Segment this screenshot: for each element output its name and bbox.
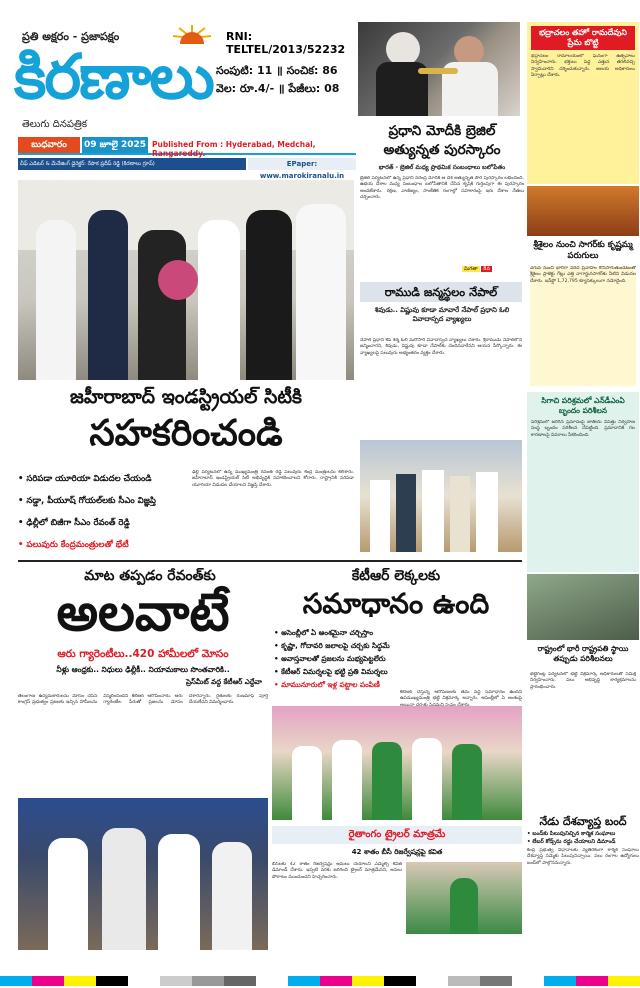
bhatti-kicker: కేటీఆర్ లెక్కలకు [351,568,441,584]
kavitha-headline-box [272,826,522,844]
modi-body: బ్రెజిల్ పర్యటనలో ఉన్న ప్రధాని నరేంద్ర మోదీకి ఆ దేశ అత్యున్నత పౌర పురస్కారం లభించింది. ఉభయ దేశాల మధ్య సంబంధాల బలోపేతానికి చేసిన కృషికి గుర్తింపుగా ఈ పురస్కారం అందజేశారు. రక్షణ, వాణిజ్యం, సాంకేతిక రంగాల్లో సహకారంపై ఇరు దేశాల నేతలు చర్చించారు. [360,176,524,200]
modi-headline-1: ప్రధాని మోదీకి బ్రెజిల్ [388,123,496,139]
masthead: ప్రతి అక్షరం - ప్రజాపక్షం కిరణాలు తెలుగు దినపత్రిక RNI: TELTEL/2013/52232 సంపుటి: 11 ॥ సంచిక: 86 వెల: రూ.4/- ॥ పేజీలు: 08 బుధవారం 09 జూలై 2025 Published From : Hyderabad, Medchal, Rangareddy. చీఫ్ ఎడిటర్ & మేనేజింగ్ డైరెక్టర్: రేపాక ప్రదీప్ రెడ్డి (కిరణాలు గ్రూప్) EPaper: www.marokiranalu.in [0,0,355,176]
nepal-subhead: శివుడు.. విష్ణువు కూడా మావారే నేపాల్ ప్రధాని ఓలి వివాదాస్పద వ్యాఖ్యలు [374,306,510,323]
bhatti-event-photo [272,706,522,820]
modi-subhead: భారత్ - బ్రెజిల్ మధ్య ప్రాథమిక సంబంధాలు బలోపేతం [378,164,506,171]
right-box-1-body: భద్రాచలం రామాలయంలో ఘనంగా ఉత్సవాలు నిర్వహించారు. భక్తులు పెద్ద ఎత్తున తరలివచ్చి స్వామివారిని దర్శించుకున్నారు. ఆలయ అధికారులు ఏర్పాట్లు చేశారు. [531,54,635,78]
ktr-sub-3: ప్రెస్‌మీట్ వద్ద కేటీఆర్ ఎద్దేవా [186,678,262,686]
zaheerabad-body: ఢిల్లీ పర్యటనలో ఉన్న ముఖ్యమంత్రి రేవంత్ రెడ్డి పలువురు కేంద్ర మంత్రులను కలిశారు. జహీరాబాద్ ఇండస్ట్రియల్ సిటీ అభివృద్ధికి సహకరించాలని కోరారు. రాష్ట్రానికి సరిపడా యూరియా విడుదల చేయాలని విజ్ఞప్తి చేశారు. [192,470,354,488]
bhatti-bullet-3: • అవాస్తవాలతో ప్రజలను మభ్యపెట్టలేరు [274,654,386,663]
ktr-body: తెలంగాణ ఉద్యమకారులను మోసం చేసిన కాంగ్రెస్ ప్రభుత్వం ప్రజలకు ఇచ్చిన హామీలను విస్మరించిందని కేటీఆర్ ఆరోపించారు. ఆరు గ్యారెంటీల పేరుతో ప్రజలను మోసం చేశారన్నారు. రైతులకు రుణమాఫీ పూర్తి చేయలేదని విమర్శించారు. [18,694,268,706]
kavitha-body: బీసీలకు 42 శాతం రిజర్వేషన్లు అమలు చేయాలని ఎమ్మెల్సీ కవిత డిమాండ్ చేశారు. ఇప్పటి వరకు జరిగింది ట్రైలర్ మాత్రమేనని, అసలు పోరాటం ముందుందని హెచ్చరించారు. [272,862,402,880]
ktr-sub-2: నీళ్లు ఆంధ్రకు.. నిధులు ఢిల్లీకీ.. నియామకాలు సొంతవారికి.. [56,665,230,674]
right-box-5 [527,814,639,964]
right-box-2-title: శ్రీశైలం నుంచి సాగర్‌కు కృష్ణమ్మ పరుగులు [533,240,633,261]
volume: సంపుటి: 11 [216,64,273,77]
right-box-2-body: ఎగువ నుంచి భారీగా వరద ప్రవాహం కొనసాగుతుండటంతో శ్రీశైలం ప్రాజెక్టు గేట్లు ఎత్తి నాగార్జునసాగర్‌కు నీటిని విడుదల చేశారు. ఇన్‌ఫ్లో 1,72,795 క్యూసెక్కులుగా నమోదైంది. [530,266,636,386]
nepal-headline-box [360,282,522,302]
published-from: Published From : Hyderabad, Medchal, Rangareddy. [152,140,316,158]
date-badge: 09 జూలై 2025 [82,137,148,153]
bandh-body: కేంద్ర ప్రభుత్వ విధానాలకు వ్యతిరేకంగా కార్మిక సంఘాలు దేశవ్యాప్త సమ్మెకు పిలుపునిచ్చాయి. పలు రంగాల ఉద్యోగులు బంద్‌లో పాల్గొననున్నారు. [527,848,639,866]
zaheerabad-bullet-2: • నడ్డా, పీయూష్ గోయల్‌లకు సీఎం విజ్ఞప్తి [18,496,156,506]
ktr-sub-1: ఆరు గ్యారెంటీలు..420 హామీలలో మోసం [57,648,229,660]
bhatti-bullets [274,626,522,691]
pages: పేజీలు: 08 [288,82,340,95]
right-box-3-title: సిగాచి పరిశ్రమలో ఎన్‌డీఎంఏ బృందం పరిశీలన [541,396,625,415]
right-box-1 [527,22,639,184]
masthead-title: కిరణాలు [14,40,213,113]
modi-more-tag[interactable] [462,266,492,273]
right-box-3 [527,392,639,572]
ktr-pressmeet-photo [18,798,268,950]
masthead-subtitle: తెలుగు దినపత్రిక [22,119,88,130]
nepal-headline: రాముడి జన్మస్థలం నేపాల్ [384,285,498,299]
leaders-meeting-photo [18,180,354,380]
rni-number: RNI: TELTEL/2013/52232 [226,30,346,56]
date-bar [18,137,356,158]
bandh-bullet-2: • లేబర్ కోడ్స్‌ను రద్దు చేయాలని డిమాండ్ [527,839,616,845]
ktr-headline: అలవాటే [56,583,230,643]
bandh-headline: నేడు దేశవ్యాప్త బంద్ [539,815,627,828]
kavitha-subhead: 42 శాతం బీసీ రిజర్వేషన్లపై కవిత [351,848,443,856]
bhatti-bullet-5: • మామునూరులో ఇళ్ల పట్టాల పంపిణీ [274,680,380,689]
bandh-bullet-1: • బంద్‌కు పిలుపునిచ్చిన కార్మిక సంఘాలు [527,831,616,837]
right-box-4-title: రాష్ట్రంలో భారీ రాష్ట్రపతి స్థాయి తప్పుడు పరిశీలనలు [537,644,629,663]
field-visit-photo [527,574,639,640]
more-label: మిగతా [464,266,478,272]
modi-award-photo [358,22,520,116]
right-box-1-title: భద్రాచలం తహో రామదేవుని ప్రేమ బొట్టి [531,26,635,50]
ceremony-photo [360,440,522,552]
day-badge: బుధవారం [18,137,80,153]
zaheerabad-headline-1: జహీరాబాద్ ఇండస్ట్రియల్ సిటీకి [70,386,302,408]
kavitha-photo [406,862,522,934]
color-registration-strip [0,976,640,986]
zaheerabad-bullet-4: • పలువురు కేంద్రమంత్రులతో భేటీ [18,540,129,550]
bhatti-bullet-2: • కృష్ణా, గోదావరి జలాలపై చర్చకు సిద్ధమే [274,641,390,650]
zaheerabad-bullet-1: • సరిపడా యూరియా విడుదల చేయండి [18,474,152,484]
temple-photo [527,186,639,236]
right-box-4-body: భట్టిగంట్ల పర్యటనలో భట్టి విక్రమార్క అధికారులతో సమీక్ష నిర్వహించారు. పలు అభివృద్ధి కార్యక్రమాలను ప్రారంభించారు. [530,672,636,690]
bhatti-bullet-1: • అసెంబ్లీలో ఏ అంశమైనా చర్చిస్తాం [274,628,373,637]
editor-line: చీఫ్ ఎడిటర్ & మేనేజింగ్ డైరెక్టర్: రేపాక ప్రదీప్ రెడ్డి (కిరణాలు గ్రూప్) [18,158,246,170]
page-label: 8వ [483,266,491,272]
bhatti-bullet-4: • కేటీఆర్ విమర్శలపై భట్టి ప్రతి విమర్శలు [274,667,388,676]
zaheerabad-bullets [18,468,188,556]
nepal-body: నేపాల్ ప్రధాని కేపీ శర్మ ఓలి మరోసారి వివాదాస్పద వ్యాఖ్యలు చేశారు. శ్రీరాముడు నేపాల్‌లోనే జన్మించారని, శివుడు, విష్ణువు కూడా నేపాల్‌కు చెందినవారేనని ఆయన పేర్కొన్నారు. ఈ వ్యాఖ్యలపై పలువురు అభ్యంతరం వ్యక్తం చేశారు. [360,338,522,356]
issue: సంచిక: 86 [286,64,338,77]
section-divider [18,560,522,562]
masthead-tagline: ప్రతి అక్షరం - ప్రజాపక్షం [22,30,120,43]
epaper-link[interactable]: EPaper: www.marokiranalu.in [248,158,356,170]
kavitha-headline: రైతాంగం ట్రైలర్ మాత్రమే [348,829,446,840]
price: వెల: రూ.4/- [216,82,275,95]
bhatti-headline: సమాధానం ఉంది [302,587,490,620]
zaheerabad-headline-2: సహకరించండి [89,413,283,454]
ktr-kicker: మాట తప్పడం రేవంత్‌కు [84,568,216,584]
bhatti-body: కేటీఆర్ చేస్తున్న ఆరోపణలకు తమ వద్ద సమాధానం ఉందని ఉపముఖ్యమంత్రి భట్టి విక్రమార్క అన్నారు. అసెంబ్లీలో ఏ అంశంపై [400,690,522,702]
modi-headline-2: అత్యున్నత పురస్కారం [383,142,501,158]
zaheerabad-bullet-3: • ఢిల్లీలో బిజీగా సీఎం రేవంత్ రెడ్డి [18,518,130,528]
right-box-3-body: పరిశ్రమలో జరిగిన ప్రమాదంపై జాతీయ విపత్తు నిర్వహణ సంస్థ బృందం పరిశీలన చేపట్టింది. ప్రమాదానికి గల కారణాలపై వివరాలు సేకరించింది. [531,420,635,438]
